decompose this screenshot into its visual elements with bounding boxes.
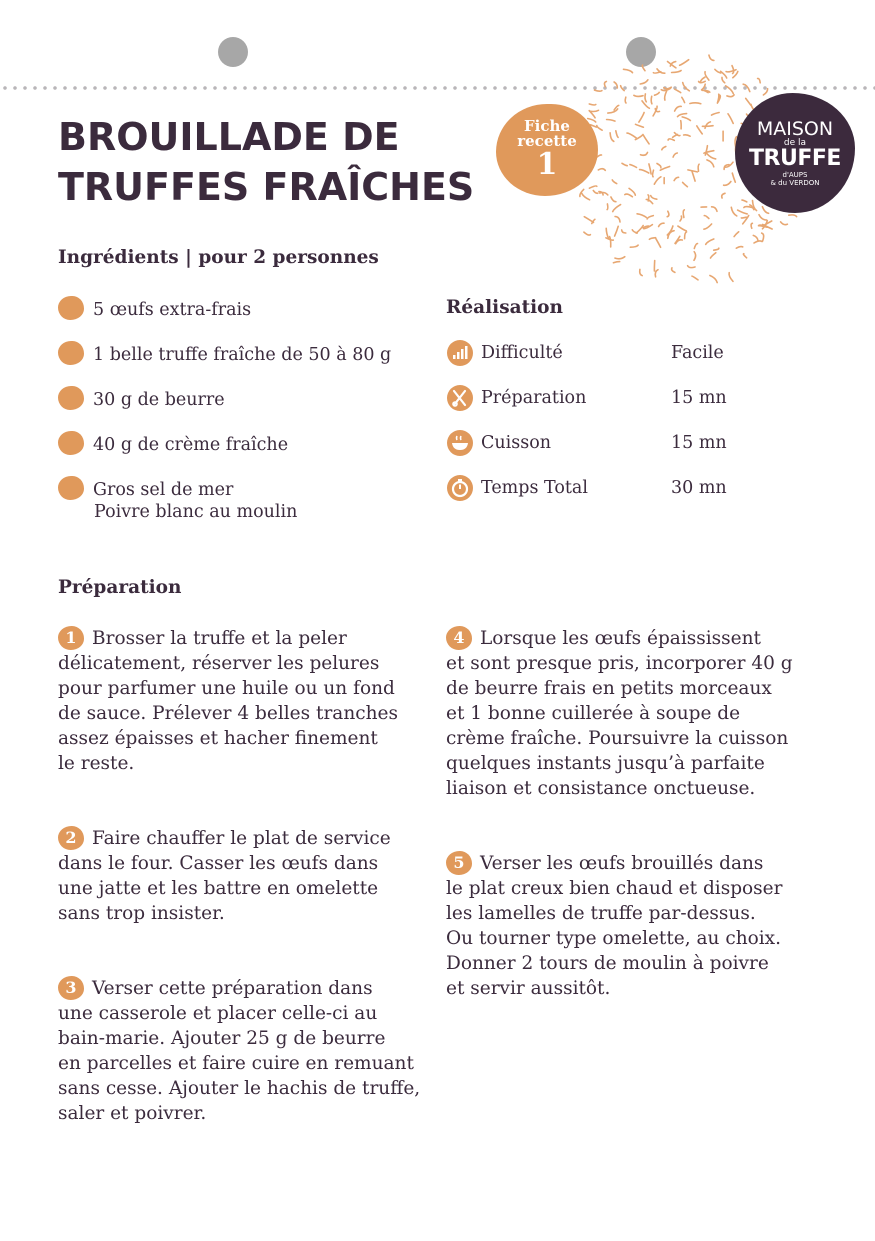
page-title	[58, 112, 498, 212]
scribble-mark	[729, 273, 733, 282]
scribble-mark	[763, 89, 767, 95]
scribble-mark	[607, 204, 608, 210]
scribble-mark	[704, 216, 709, 219]
preparation-step-5	[446, 851, 831, 1001]
realisation-label: Cuisson	[481, 433, 552, 453]
ingredient-item	[58, 296, 251, 321]
logo-text-verdon: & du VERDON	[770, 179, 820, 187]
step-text: Lorsque les œufs épaississent	[480, 628, 761, 649]
step-text: quelques instants jusqu’à parfaite	[446, 753, 765, 774]
scribble-mark	[630, 165, 637, 168]
scribble-mark	[589, 186, 596, 188]
step-text: sans trop insister.	[58, 903, 225, 924]
scribble-mark	[648, 195, 649, 201]
scribble-mark	[613, 262, 619, 263]
scribble-mark	[722, 193, 725, 198]
scribble-mark	[704, 151, 714, 154]
scribble-mark	[655, 109, 659, 112]
scribble-mark	[667, 211, 669, 217]
scribble-mark	[688, 170, 697, 172]
scribble-mark	[589, 104, 596, 105]
scribble-mark	[622, 230, 626, 233]
scribble-mark	[684, 135, 691, 136]
scribble-mark	[651, 196, 657, 200]
step-text: de beurre frais en petits morceaux	[446, 678, 772, 699]
step-text: une jatte et les battre en omelette	[58, 878, 379, 899]
preparation-heading: Préparation	[58, 577, 182, 598]
scribble-mark	[674, 177, 679, 180]
step-text: et sont presque pris, incorporer 40 g	[446, 653, 793, 674]
scribble-mark	[656, 239, 661, 248]
scribble-mark	[702, 84, 706, 90]
realisation-heading: Réalisation	[446, 297, 563, 318]
scribble-mark	[688, 266, 695, 268]
ingredients-heading: Ingrédients | pour 2 personnes	[58, 247, 379, 268]
scribble-mark	[634, 95, 643, 96]
scribble-mark	[636, 124, 644, 127]
scribble-mark	[758, 78, 761, 82]
scribble-mark	[612, 180, 616, 184]
scribble-mark	[610, 237, 611, 247]
ingredient-text: 40 g de crème fraîche	[93, 435, 289, 455]
scribble-mark	[714, 248, 719, 250]
scribble-mark	[595, 90, 602, 91]
scribble-mark	[640, 170, 649, 173]
scribble-mark	[662, 147, 666, 150]
step-text: Donner 2 tours de moulin à poivre	[446, 953, 769, 974]
scribble-mark	[653, 170, 654, 177]
scribble-mark	[646, 199, 652, 203]
scribble-mark	[683, 182, 688, 186]
step-text: liaison et consistance onctueuse.	[446, 778, 756, 799]
step-number-badge: 2	[58, 826, 84, 850]
step-text: le reste.	[58, 753, 135, 774]
scribble-mark	[610, 133, 614, 142]
step-text: bain-marie. Ajouter 25 g de beurre	[58, 1028, 386, 1049]
scribble-mark	[682, 97, 685, 102]
title-line-2: TRUFFES FRAÎCHES	[58, 165, 475, 209]
scribble-mark	[593, 191, 598, 194]
scribble-mark	[727, 95, 734, 97]
scribble-mark	[742, 200, 747, 202]
scribble-mark	[629, 188, 635, 195]
scribble-mark	[744, 207, 752, 208]
step-text: dans le four. Casser les œufs dans	[58, 853, 379, 874]
scribble-mark	[582, 193, 590, 200]
scribble-mark	[690, 103, 701, 104]
step-text: une casserole et placer celle-ci au	[58, 1003, 378, 1024]
step-text: saler et poivrer.	[58, 1103, 207, 1124]
ingredient-item	[58, 431, 288, 456]
scribble-mark	[743, 84, 750, 91]
preparation-step-4	[446, 626, 831, 801]
ingredient-item	[58, 341, 391, 366]
scribble-mark	[706, 153, 715, 159]
logo-text-aups: d'AUPS	[782, 171, 808, 179]
logo-text-maison: MAISON	[756, 118, 834, 140]
scribble-mark	[672, 71, 682, 73]
scribble-mark	[635, 135, 643, 140]
scribble-mark	[682, 117, 690, 121]
scribble-mark	[636, 226, 643, 234]
badge-label: Fiche	[524, 117, 570, 135]
scribble-mark	[625, 97, 626, 103]
scribble-mark	[644, 135, 650, 144]
realisation-value: 15 mn	[671, 433, 727, 453]
scribble-mark	[649, 238, 655, 240]
scribble-mark	[680, 216, 682, 221]
scribble-mark	[624, 69, 633, 72]
logo-text-truffe: TRUFFE	[749, 146, 841, 171]
scribble-mark	[672, 268, 675, 273]
step-text: Faire chauffer le plat de service	[92, 828, 391, 849]
step-text: le plat creux bien chaud et disposer	[446, 878, 783, 899]
ingredient-text: 5 œufs extra-frais	[93, 300, 252, 320]
scribble-mark	[692, 171, 695, 181]
preparation-step-3	[58, 976, 443, 1126]
scribble-mark	[616, 131, 618, 138]
bullet-icon	[58, 386, 84, 410]
utensils-icon	[446, 384, 474, 412]
scribble-mark	[694, 244, 697, 249]
scribble-mark	[657, 164, 661, 168]
ingredient-text-extra: Poivre blanc au moulin	[94, 502, 298, 522]
bullet-icon	[58, 476, 84, 500]
scribble-mark	[590, 110, 599, 111]
scribble-mark	[668, 231, 674, 239]
title-line-1: BROUILLADE DE	[58, 115, 400, 159]
scribble-mark	[615, 257, 625, 259]
step-text: Brosser la truffe et la peler	[92, 628, 347, 649]
realisation-label: Préparation	[481, 388, 587, 408]
scribble-mark	[736, 247, 742, 249]
scribble-mark	[762, 233, 764, 241]
step-text: les lamelles de truffe par-dessus.	[446, 903, 756, 924]
scribble-mark	[728, 114, 733, 124]
scribble-mark	[673, 135, 678, 138]
scribble-mark	[683, 83, 690, 91]
scribble-mark	[732, 66, 734, 74]
step-text: pour parfumer une huile ou un fond	[58, 678, 395, 699]
scribble-mark	[746, 98, 751, 105]
scribble-mark	[724, 182, 731, 186]
scribble-mark	[630, 245, 638, 247]
scribble-mark	[698, 164, 699, 171]
maison-truffe-logo	[735, 93, 855, 213]
step-number-badge: 3	[58, 976, 84, 1000]
scribble-mark	[683, 210, 684, 218]
ingredient-text: 30 g de beurre	[93, 390, 225, 410]
step-text: Verser les œufs brouillés dans	[480, 853, 764, 874]
scribble-mark	[694, 252, 696, 261]
scribble-mark	[604, 82, 606, 87]
scribble-mark	[645, 94, 646, 102]
scribble-mark	[627, 133, 636, 138]
realisation-value: Facile	[671, 343, 724, 363]
ingredient-text: Gros sel de mer	[93, 480, 234, 500]
preparation-step-1	[58, 626, 438, 776]
step-text: assez épaisses et hacher finement	[58, 728, 378, 749]
step-text: sans cesse. Ajouter le hachis de truffe,	[58, 1078, 421, 1099]
scribble-mark	[637, 214, 646, 218]
scribble-mark	[685, 232, 687, 239]
scribble-mark	[654, 177, 661, 184]
scribble-mark	[640, 269, 642, 275]
scribble-mark	[722, 77, 725, 82]
scribble-mark	[712, 113, 720, 116]
step-number-badge: 5	[446, 851, 472, 875]
difficulty-icon	[446, 339, 474, 367]
scribble-mark	[734, 232, 739, 237]
scribble-mark	[655, 270, 658, 277]
scribble-mark	[647, 216, 653, 219]
step-text: Ou tourner type omelette, au choix.	[446, 928, 781, 949]
scribble-mark	[606, 228, 608, 238]
scribble-mark	[598, 169, 605, 171]
scribble-mark	[789, 215, 797, 217]
bullet-icon	[58, 431, 84, 455]
scribble-mark	[702, 126, 713, 127]
scribble-mark	[639, 113, 644, 123]
scribble-mark	[697, 126, 702, 134]
scribble-mark	[710, 276, 717, 283]
scribble-mark	[659, 223, 664, 226]
scribble-mark	[673, 153, 677, 157]
step-text: de sauce. Prélever 4 belles tranches	[58, 703, 398, 724]
scribble-mark	[640, 80, 648, 84]
scribble-mark	[611, 197, 616, 202]
scribble-mark	[665, 91, 667, 100]
ingredient-text: 1 belle truffe fraîche de 50 à 80 g	[93, 345, 392, 365]
scribble-mark	[625, 194, 633, 197]
scribble-mark	[678, 226, 686, 231]
step-text: crème fraîche. Poursuivre la cuisson	[446, 728, 789, 749]
step-text: en parcelles et faire cuire en remuant	[58, 1053, 414, 1074]
scribble-mark	[751, 223, 752, 228]
scribble-mark	[707, 160, 714, 167]
step-number-badge: 4	[446, 626, 472, 650]
scribble-mark	[743, 254, 746, 258]
step-number-badge: 1	[58, 626, 84, 650]
scribble-mark	[704, 224, 712, 229]
scribble-mark	[675, 89, 681, 92]
logo-text-dela: de la	[783, 138, 807, 148]
realisation-value: 30 mn	[671, 478, 727, 498]
preparation-step-2	[58, 826, 438, 926]
scribble-mark	[762, 207, 768, 214]
step-text: délicatement, réserver les pelures	[58, 653, 380, 674]
bullet-icon	[58, 341, 84, 365]
scribble-mark	[584, 217, 593, 223]
realisation-label: Temps Total	[481, 478, 588, 498]
scribble-mark	[706, 239, 714, 244]
scribble-mark	[584, 232, 591, 235]
scribble-mark	[705, 72, 709, 80]
cooking-pot-icon	[446, 429, 474, 457]
badge-label-2: recette	[517, 132, 577, 150]
ingredient-item	[58, 386, 225, 411]
step-text: et servir aussitôt.	[446, 978, 611, 999]
timer-icon	[446, 474, 474, 502]
binder-hole-left	[218, 37, 248, 67]
scribble-mark	[692, 276, 698, 280]
bullet-icon	[58, 296, 84, 320]
scribble-mark	[668, 139, 674, 141]
scribble-mark	[613, 205, 621, 212]
scribble-mark	[680, 60, 689, 66]
scribble-mark	[705, 122, 710, 128]
scribble-mark	[607, 120, 615, 122]
ingredient-item	[58, 476, 297, 523]
scribble-mark	[655, 92, 660, 95]
scribble-mark	[622, 163, 627, 165]
scribble-mark	[711, 253, 716, 258]
scribble-mark	[781, 222, 788, 225]
badge-number: 1	[536, 147, 558, 182]
scribble-mark	[753, 235, 758, 241]
scribble-mark	[621, 86, 625, 91]
scribble-mark	[699, 81, 706, 82]
scribble-mark	[741, 217, 746, 218]
scribble-mark	[614, 82, 617, 88]
realisation-value: 15 mn	[671, 388, 727, 408]
scribble-mark	[651, 96, 652, 104]
step-text: et 1 bonne cuillerée à soupe de	[446, 703, 741, 724]
scribble-mark	[608, 109, 618, 113]
scribble-mark	[726, 86, 734, 94]
scribble-mark	[675, 106, 682, 111]
scribble-mark	[712, 207, 717, 212]
step-text: Verser cette préparation dans	[92, 978, 373, 999]
recipe-card-badge	[496, 104, 598, 196]
scribble-mark	[731, 207, 737, 216]
scribble-mark	[641, 152, 648, 155]
scribble-mark	[726, 70, 736, 72]
realisation-label: Difficulté	[481, 343, 563, 363]
scribble-mark	[642, 65, 645, 71]
scribble-mark	[759, 215, 767, 220]
scribble-mark	[738, 210, 748, 214]
scribble-mark	[615, 226, 619, 236]
scribble-mark	[709, 55, 714, 60]
scribble-mark	[615, 217, 620, 223]
